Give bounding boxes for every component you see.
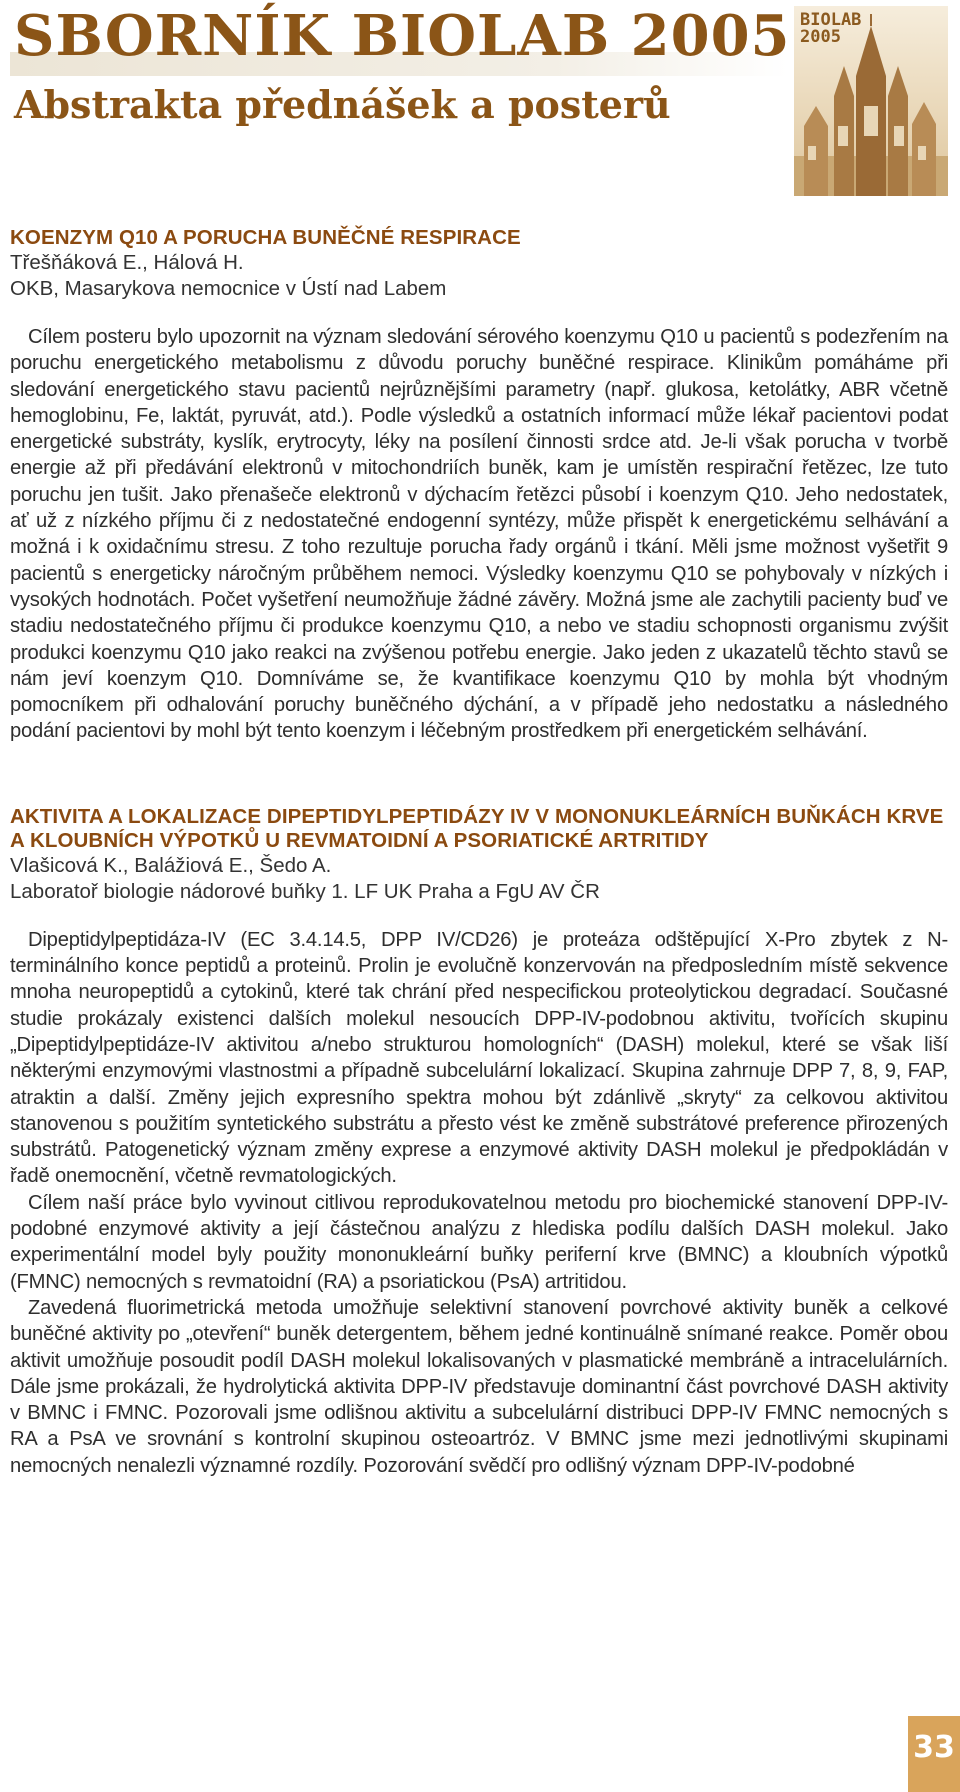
page-number: 33 [913, 1730, 955, 1765]
abstract-authors: Vlašicová K., Balážiová E., Šedo A. [10, 853, 332, 877]
abstract-affiliation: Laboratoř biologie nádorové buňky 1. LF UK Praha a FgU AV ČR [10, 879, 600, 903]
abstract-affiliation: OKB, Masarykova nemocnice v Ústí nad Labem [10, 277, 447, 300]
proceedings-title: SBORNÍK BIOLAB 2005 [14, 3, 791, 69]
abstract-paragraph: Cílem naší práce bylo vyvinout citlivou reprodukovatelnou metodu pro biochemické stanovení DPP-IV-podobné enzymové aktivity a její částečnou analýzu z hlediska podílu dalších DASH molekul. Jako experimentální model byly použity mononukleární buňky periferní krve (BMNC) a kloubních výpotků (FMNC) nemocných s revmatoidní (RA) a psoriatickou (PsA) artritidou. [10, 1191, 948, 1293]
logo-text: BIOLAB 2005 [800, 10, 862, 47]
abstract-authors: Třešňáková E., Hálová H. [10, 251, 244, 274]
abstract-dipeptidylpeptidase [10, 805, 948, 1479]
abstract-paragraph: Dipeptidylpeptidáza-IV (EC 3.4.14.5, DPP IV/CD26) je proteáza odštěpující X-Pro zbytek z N-terminálního konce peptidů a proteinů. Prolin je evolučně konzervován na předposledním místě sekvence mnoha neuropeptidů a cytokinů, které tak chrání před nespecifickou proteolytickou degradací. Současné studie prokázaly existenci dalších molekul nesoucích DPP-IV-podobnou aktivitu, tvořících skupinu „Dipeptidylpeptidáze-IV aktivitou a/nebo strukturou homologních“ (DASH) molekul, které se však liší některými enzymovými vlastnostmi a případně subcelulární lokalizací. Skupina zahrnuje DPP 7, 8, 9, FAP, atraktin a další. Změny jejich expresního spektra mohou být zdánlivě „skryty“ za celkovou aktivitou stanovenou s použitím syntetického substrátu a přesto vést ke změně substrátové preference přirozených substrátů. Patogenetický význam změny exprese a enzymové aktivity DASH molekul je předpokládán v řadě onemocnění, včetně revmatologických. [10, 928, 948, 1188]
abstract-title: KOENZYM Q10 A PORUCHA BUNĚČNÉ RESPIRACE [10, 226, 521, 249]
abstract-body [10, 927, 948, 1479]
proceedings-subtitle: Abstrakta přednášek a posterů [14, 82, 671, 127]
abstract-title: AKTIVITA A LOKALIZACE DIPEPTIDYLPEPTIDÁZY IV V MONONUKLEÁRNÍCH BUŇKÁCH KRVE A KLOUBNÍCH VÝPOTKŮ U REVMATOIDNÍ A PSORIATICKÉ ARTRITIDY [10, 804, 944, 852]
abstract-paragraph: Cílem posteru bylo upozornit na význam sledování sérového koenzymu Q10 u pacientů s podezřením na poruchu energetického metabolismu z důvodu poruchy buněčné respirace. Klinikům pomáháme při sledování energetického stavu pacientů nejrůznějšími parametry (např. glukosa, ketolátky, ABR včetně hemoglobinu, Fe, laktát, pyruvát, atd.). Podle výsledků a ostatních informací může lékař pacientovi podat energetické substráty, kyslík, erytrocyty, léky na posílení činnosti srdce atd. Je-li však porucha v tvorbě energie až při předávání elektronů v mitochondriích buněk, kam je umístěn respirační řetězec, lze tuto poruchu jen tušit. Jako přenašeče elektronů v dýchacím řetězci působí i koenzym Q10. Jeho nedostatek, ať už z nízkého příjmu či z nedostatečné endogenní syntézy, může přispět k energetickému selhávání a možná i k oxidačnímu stresu. Z toho rezultuje porucha řady orgánů i tkání. Měli jsme možnost vyšetřit 9 pacientů s energeticky náročným průběhem nemoci. Výsledky koenzymu Q10 se pohybovaly v nízkých i vysokých hodnotách. Počet vyšetření neumožňuje žádné závěry. Možná jsme ale zachytili pacienty buď ve stadiu nedostatečného příjmu či produkce koenzymu Q10, a nebo ve stadiu schopnosti organismu zvýšit produkci koenzymu Q10 jako reakci na zvýšenou potřebu energie. Jako jeden z ukazatelů těchto stavů se nám jeví koenzym Q10. Domníváme se, že kvantifikace koenzymu Q10 by mohla být vhodným pomocníkem při odhalování poruchy buněčného dýchání, a v případě jeho nedostatku a následného podání pacientovi by mohl být tento koenzym i léčebným prostředkem při energetickém selhávání. [10, 326, 948, 743]
page-header [0, 0, 960, 200]
abstract-coenzyme-q10 [10, 226, 948, 745]
page-number-tab [908, 1716, 960, 1792]
biolab-logo [794, 6, 948, 196]
abstract-paragraph: Zavedená fluorimetrická metoda umožňuje selektivní stanovení povrchové aktivity buněk a celkové buněčné aktivity po „otevření“ buněk detergentem, během jedné kontinuálně snímané reakce. Poměr obou aktivit umožňuje posoudit podíl DASH molekul lokalisovaných v plasmatické membráně a intracelulárních. Dále jsme prokázali, že hydrolytická aktivita DPP-IV představuje dominantní část povrchové DASH aktivity v BMNC i FMNC. Pozorovali jsme odlišnou aktivitu a subcelulární distribuci DPP-IV FMNC nemocných s RA a PsA ve srovnání s kontrolní skupinou osteoartróz. V BMNC jsme mezi jednotlivými skupinami nemocných nenalezli významné rozdíly. Pozorování svědčí pro odlišný význam DPP-IV-podobné [10, 1296, 948, 1477]
abstract-body [10, 324, 948, 745]
page-content [10, 226, 948, 1479]
